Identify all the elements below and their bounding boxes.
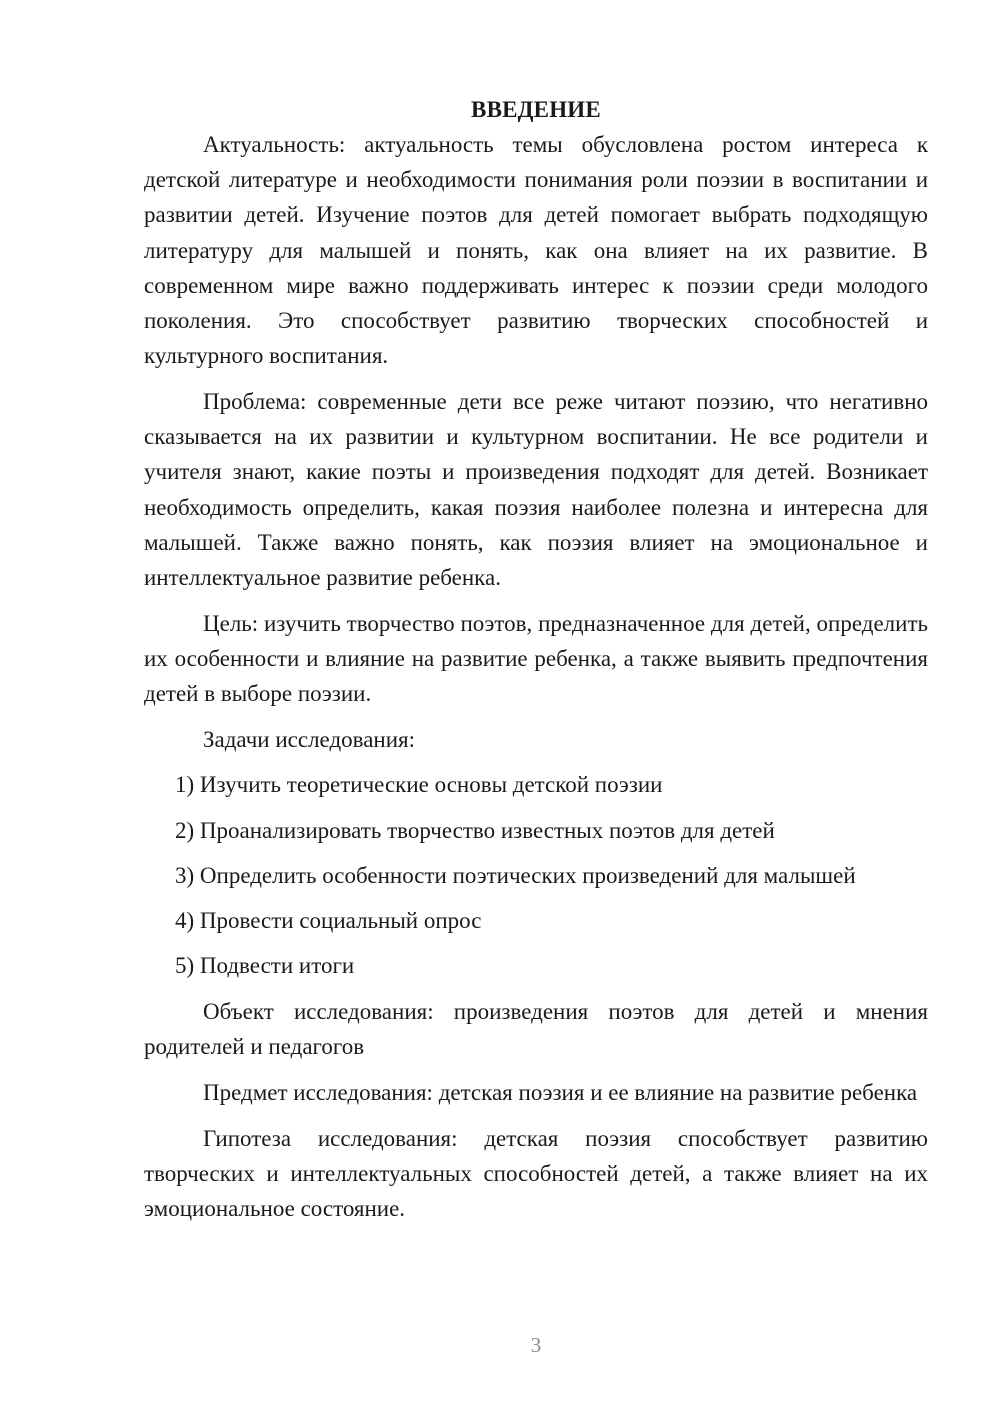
tasks-heading: Задачи исследования: xyxy=(203,726,416,752)
document-page xyxy=(144,92,928,1226)
list-item: 1) Изучить теоретические основы детской поэзии xyxy=(175,772,663,798)
list-item: 3) Определить особенности поэтических произведений для малышей xyxy=(175,862,856,888)
paragraph-hypothesis: Гипотеза исследования: детская поэзия способствует развитию творческих и интеллектуальных способностей детей, а также влияет на их эмоциональное состояние. xyxy=(144,1125,928,1221)
paragraph-object: Объект исследования: произведения поэтов для детей и мнения родителей и педагогов xyxy=(144,998,928,1060)
paragraph-problem: Проблема: современные дети все реже читают поэзию, что негативно сказывается на их развитии и культурном воспитании. Не все родители и учителя знают, какие поэты и произведения подходят для детей. Возникает необходимость определить, какая поэзия наиболее полезна и интересна для малышей. Также важно понять, как поэзия влияет на эмоциональное и интеллектуальное развитие ребенка. xyxy=(144,388,928,590)
tasks-list xyxy=(144,767,928,983)
list-item: 5) Подвести итоги xyxy=(175,953,355,979)
list-item: 2) Проанализировать творчество известных поэтов для детей xyxy=(175,817,775,843)
list-item: 4) Провести социальный опрос xyxy=(175,908,482,934)
paragraph-subject: Предмет исследования: детская поэзия и ее влияние на развитие ребенка xyxy=(203,1079,918,1105)
page-title: ВВЕДЕНИЕ xyxy=(471,97,601,122)
page-number: 3 xyxy=(530,1333,542,1357)
paragraph-goal: Цель: изучить творчество поэтов, предназначенное для детей, определить их особенности и влияние на развитие ребенка, а также выявить предпочтения детей в выборе поэзии. xyxy=(144,610,928,707)
paragraph-relevance: Актуальность: актуальность темы обусловлена ростом интереса к детской литературе и необходимости понимания роли поэзии в воспитании и развитии детей. Изучение поэтов для детей помогает выбрать подходящую литературу для малышей и понять, как она влияет на их развитие. В современном мире важно поддерживать интерес к поэзии среди молодого поколения. Это способствует развитию творческих способностей и культурного воспитания. xyxy=(144,132,928,369)
